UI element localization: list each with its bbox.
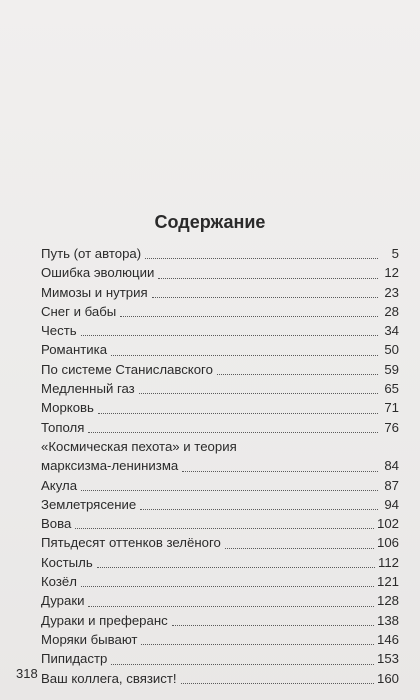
toc-entry xyxy=(41,263,399,282)
toc-entry-title: Козёл xyxy=(41,574,77,590)
toc-entry-page: 106 xyxy=(376,535,399,551)
dot-leader xyxy=(97,567,375,568)
dot-leader xyxy=(141,644,374,645)
dot-leader xyxy=(75,528,374,529)
toc-entry-page: 128 xyxy=(376,593,399,609)
toc-entry-title: Тополя xyxy=(41,419,85,435)
toc-entry xyxy=(41,649,399,668)
toc-entry-page: 34 xyxy=(384,323,399,339)
toc-entry xyxy=(41,630,399,649)
toc-entry xyxy=(41,572,399,591)
dot-leader xyxy=(111,355,378,356)
dot-leader xyxy=(98,413,378,414)
page-number: 318 xyxy=(16,666,38,681)
dot-leader xyxy=(81,586,374,587)
toc-entry-page: 65 xyxy=(384,381,399,397)
toc-entry-title: Ваш коллега, связист! xyxy=(41,670,177,686)
toc-entry xyxy=(41,340,399,359)
dot-leader xyxy=(88,432,378,433)
toc-entry-page: 76 xyxy=(384,419,399,435)
toc-entry xyxy=(41,283,399,302)
toc-entry-page: 146 xyxy=(376,631,399,647)
toc-entry-title: Ошибка эволюции xyxy=(41,265,155,281)
toc-entry-title: Морковь xyxy=(41,400,94,416)
toc-entry xyxy=(41,533,399,552)
toc-entry xyxy=(41,302,399,321)
toc-entry xyxy=(41,611,399,630)
toc-entry xyxy=(41,360,399,379)
dot-leader xyxy=(181,683,374,684)
toc-entry-page: 102 xyxy=(376,516,399,532)
toc-entry-page: 28 xyxy=(384,303,399,319)
toc-entry-title: Медленный газ xyxy=(41,381,135,397)
toc-entry xyxy=(41,476,399,495)
dot-leader xyxy=(217,374,378,375)
dot-leader xyxy=(145,258,378,259)
toc-entry-page: 87 xyxy=(384,477,399,493)
toc-entry xyxy=(41,379,399,398)
toc-entry-title-continued: марксизма-ленинизма xyxy=(41,458,179,474)
toc-entry-page: 153 xyxy=(376,651,399,667)
toc-entry-title: Пипидастр xyxy=(41,651,108,667)
toc-entry-title: Честь xyxy=(41,323,77,339)
toc-entry-page: 138 xyxy=(376,612,399,628)
toc-entry-page: 50 xyxy=(384,342,399,358)
toc-entry xyxy=(41,495,399,514)
toc-entry-page: 5 xyxy=(391,246,399,261)
toc-entry xyxy=(41,553,399,572)
toc-entry-page: 59 xyxy=(384,361,399,377)
dot-leader xyxy=(88,606,374,607)
toc-entry-title: Костыль xyxy=(41,554,93,570)
dot-leader xyxy=(182,471,378,472)
toc-entry-title: Мимозы и нутрия xyxy=(41,284,148,300)
dot-leader xyxy=(81,335,378,336)
toc-entry-title: Снег и бабы xyxy=(41,303,117,319)
toc-entry-title: Дураки и преферанс xyxy=(41,612,168,628)
dot-leader xyxy=(225,548,374,549)
toc-entry-title: По системе Станиславского xyxy=(41,361,213,377)
dot-leader xyxy=(152,297,378,298)
toc-entry-title: Землетрясение xyxy=(41,496,137,512)
toc-entry-title: «Космическая пехота» и теория xyxy=(41,438,237,454)
toc-entry-page: 121 xyxy=(376,574,399,590)
toc-entry-page: 94 xyxy=(384,496,399,512)
toc-entry-page: 12 xyxy=(384,265,399,281)
toc-entry-title: Пятьдесят оттенков зелёного xyxy=(41,535,221,551)
toc-entry-title: Дураки xyxy=(41,593,85,609)
toc-entry xyxy=(41,244,399,263)
toc-entry-page: 71 xyxy=(384,400,399,416)
toc-entry-title: Романтика xyxy=(41,342,108,358)
toc-entry-page: 23 xyxy=(384,284,399,300)
toc-entry-title: Моряки бывают xyxy=(41,631,138,647)
toc-entry xyxy=(41,514,399,533)
toc-entry xyxy=(41,591,399,610)
toc-entry-page: 112 xyxy=(377,554,399,570)
toc-entry-page: 160 xyxy=(376,670,399,686)
toc-entry-title: Вова xyxy=(41,516,72,532)
dot-leader xyxy=(158,278,378,279)
toc-entry xyxy=(41,437,399,476)
dot-leader xyxy=(81,490,378,491)
toc-entry xyxy=(41,398,399,417)
dot-leader xyxy=(172,625,374,626)
toc-entry xyxy=(41,418,399,437)
toc-entry xyxy=(41,669,399,688)
dot-leader xyxy=(111,664,374,665)
toc-entry xyxy=(41,321,399,340)
table-of-contents xyxy=(41,244,399,688)
dot-leader xyxy=(139,393,378,394)
dot-leader xyxy=(140,509,378,510)
toc-entry-title: Акула xyxy=(41,477,78,493)
toc-entry-page: 84 xyxy=(384,458,399,474)
toc-entry-title: Путь (от автора) xyxy=(41,246,142,261)
dot-leader xyxy=(120,316,378,317)
toc-heading: Содержание xyxy=(154,212,266,232)
